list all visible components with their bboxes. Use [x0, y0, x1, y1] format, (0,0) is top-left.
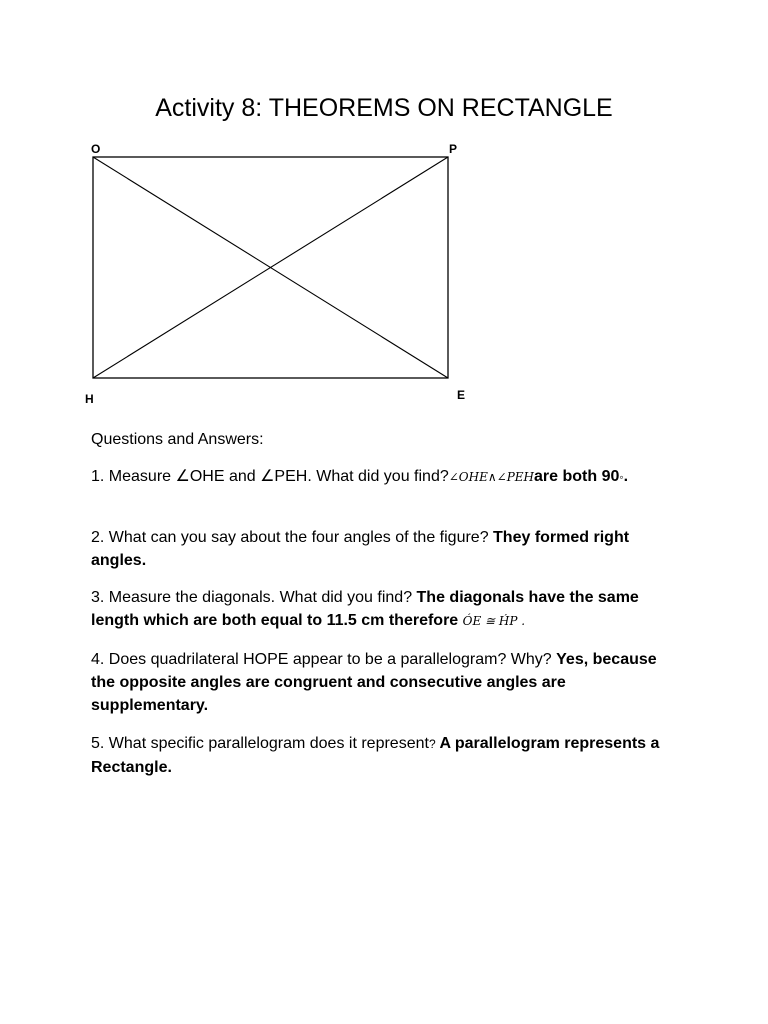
- question-4-answer: Yes, because the opposite angles are congruent and consecutive angles are supplementary.: [91, 651, 657, 714]
- question-2-answer: They formed right angles.: [91, 529, 630, 569]
- questions-header: Questions and Answers:: [91, 431, 264, 448]
- question-1-answer: are both 90: [534, 468, 620, 485]
- question-3-math: ÓE ≅ H́P .: [462, 614, 526, 628]
- rectangle-hope-figure: [0, 0, 768, 420]
- question-2: [91, 526, 681, 572]
- page-title: Activity 8: THEOREMS ON RECTANGLE: [155, 94, 613, 122]
- question-3-text: 3. Measure the diagonals. What did you find?: [91, 589, 417, 606]
- question-1-text: 1. Measure ∠OHE and ∠PEH. What did you find?: [91, 468, 449, 485]
- question-1-math: ∠OHE∧∠PEH: [448, 470, 535, 484]
- question-4-text: 4. Does quadrilateral HOPE appear to be a parallelogram? Why?: [91, 651, 557, 668]
- question-5-qmark: ?: [428, 737, 436, 751]
- question-1: [91, 465, 681, 489]
- question-5: [91, 732, 681, 779]
- rectangle-outline: [93, 157, 448, 378]
- question-3: [91, 586, 681, 633]
- question-4: [91, 648, 681, 717]
- vertex-label-h: H: [85, 392, 94, 406]
- degree-symbol: ◦: [619, 470, 624, 484]
- diagonal-hp: [93, 157, 448, 378]
- vertex-label-o: O: [91, 142, 101, 156]
- question-5-text: 5. What specific parallelogram does it represent: [91, 735, 429, 752]
- question-3-answer: The diagonals have the same length which are both equal to 11.5 cm therefore: [91, 589, 639, 629]
- vertex-label-p: P: [449, 142, 458, 156]
- vertex-label-e: E: [457, 388, 466, 402]
- question-5-answer: A parallelogram represents a Rectangle.: [91, 735, 660, 776]
- diagonal-oe: [93, 157, 448, 378]
- question-1-end: .: [623, 468, 629, 485]
- question-2-text: 2. What can you say about the four angles of the figure?: [91, 529, 494, 546]
